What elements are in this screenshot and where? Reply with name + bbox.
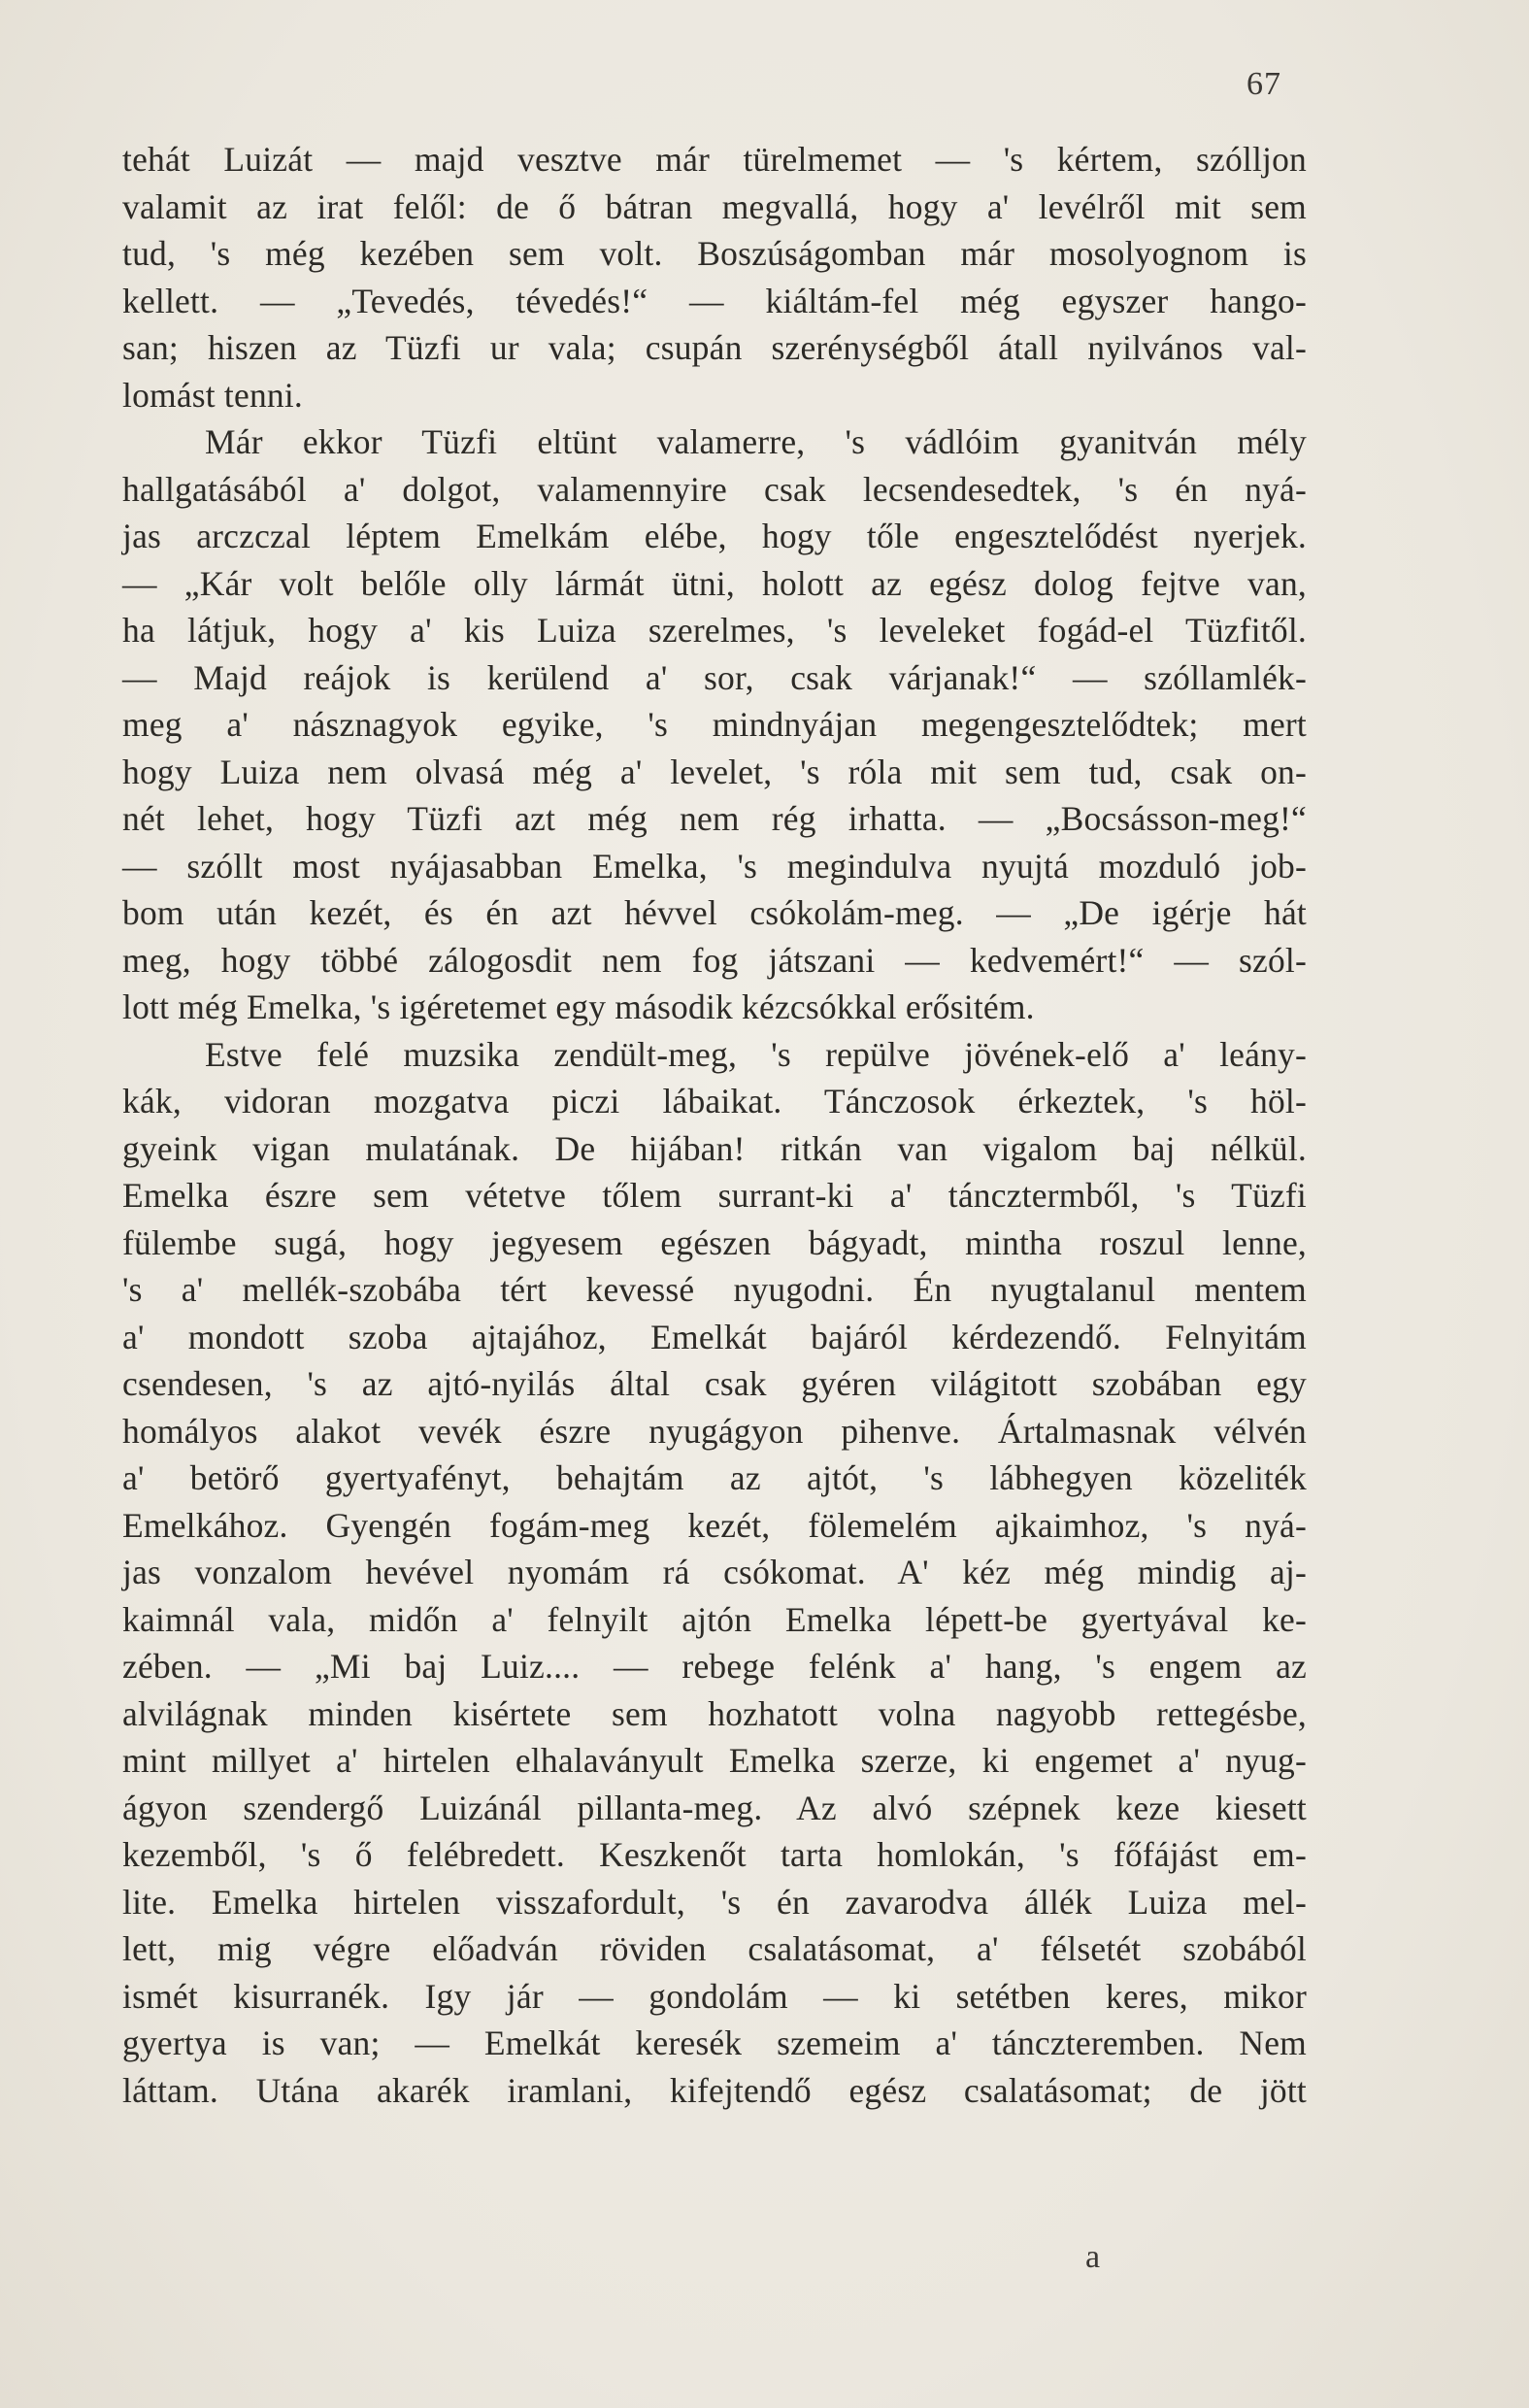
- text-line: ismét kisurranék. Igy jár — gondolám — ki setétben keres, mikor: [122, 1976, 1307, 2016]
- text-line: csendesen, 's az ajtó-nyilás által csak gyéren világitott szobában egy: [122, 1364, 1307, 1403]
- text-line: — „Kár volt belőle olly lármát ütni, holott az egész dolog fejtve van,: [122, 563, 1307, 603]
- text-line: ha látjuk, hogy a' kis Luiza szerelmes, 's leveleket fogád-el Tüzfitől.: [122, 611, 1307, 650]
- text-line: gyeink vigan mulatának. De hijában! ritkán van vigalom baj nélkül.: [122, 1128, 1307, 1168]
- page-number: 67: [1246, 66, 1281, 102]
- body-text: [122, 136, 1307, 2114]
- text-line: homályos alakot vevék észre nyugágyon pihenve. Ártalmasnak vélvén: [122, 1411, 1307, 1451]
- text-line: jas vonzalom hevével nyomám rá csókomat. A' kéz még mindig aj-: [122, 1553, 1307, 1591]
- paragraph-start-line: Már ekkor Tüzfi eltünt valamerre, 's vádlóim gyanitván mély: [205, 422, 1307, 461]
- text-line: lott még Emelka, 's igéretemet egy második kézcsókkal erősitém.: [122, 987, 1035, 1026]
- text-line: alvilágnak minden kisértete sem hozhatott volna nagyobb rettegésbe,: [122, 1693, 1307, 1733]
- text-line: 's a' mellék-szobába tért kevessé nyugodni. Én nyugtalanul mentem: [122, 1270, 1307, 1309]
- text-line: meg, hogy többé zálogosdit nem fog játszani — kedvemért!“ — szól-: [122, 940, 1307, 980]
- text-line: kellett. — „Tevedés, tévedés!“ — kiáltám-fel még egyszer hango-: [122, 281, 1307, 320]
- text-line: hogy Luiza nem olvasá még a' levelet, 's róla mit sem tud, csak on-: [122, 752, 1307, 791]
- text-line: tud, 's még kezében sem volt. Boszúságomban már mosolyognom is: [122, 234, 1307, 273]
- text-line: hallgatásából a' dolgot, valamennyire csak lecsendesedtek, 's én nyá-: [122, 469, 1307, 509]
- text-line: gyertya is van; — Emelkát keresék szemeim a' tánczteremben. Nem: [122, 2023, 1307, 2062]
- text-line: tehát Luizát — majd vesztve már türelmemet — 's kértem, szólljon: [122, 140, 1307, 179]
- text-line: — szóllt most nyájasabban Emelka, 's megindulva nyujtá mozduló job-: [122, 846, 1307, 886]
- text-line: Emelka észre sem vétetve tőlem surrant-ki a' táncztermből, 's Tüzfi: [122, 1176, 1307, 1215]
- text-line: nét lehet, hogy Tüzfi azt még nem rég irhatta. — „Bocsásson-meg!“: [122, 799, 1307, 838]
- text-line: jas arczczal léptem Emelkám elébe, hogy tőle engesztelődést nyerjek.: [122, 517, 1307, 555]
- text-line: bom után kezét, és én azt hévvel csókolám-meg. — „De igérje hát: [122, 893, 1307, 932]
- text-line: lomást tenni.: [122, 375, 303, 415]
- catchword: a: [1085, 2239, 1101, 2275]
- text-line: mint millyet a' hirtelen elhalaványult Emelka szerze, ki engemet a' nyug-: [122, 1741, 1307, 1780]
- paragraph-start-line: Estve felé muzsika zendült-meg, 's repülve jövének-elő a' leány-: [205, 1034, 1307, 1074]
- text-line: fülembe sugá, hogy jegyesem egészen bágyadt, mintha roszul lenne,: [122, 1222, 1307, 1262]
- text-line: a' betörő gyertyafényt, behajtám az ajtót, 's lábhegyen közeliték: [122, 1458, 1307, 1497]
- text-line: a' mondott szoba ajtajához, Emelkát bajáról kérdezendő. Felnyitám: [122, 1317, 1307, 1356]
- text-line: lite. Emelka hirtelen visszafordult, 's én zavarodva állék Luiza mel-: [122, 1882, 1307, 1922]
- text-line: Emelkához. Gyengén fogám-meg kezét, fölemelém ajkaimhoz, 's nyá-: [122, 1505, 1307, 1545]
- text-line: lett, mig végre előadván röviden csalatásomat, a' félsetét szobából: [122, 1929, 1307, 1968]
- text-line: ágyon szendergő Luizánál pillanta-meg. Az alvó szépnek keze kiesett: [122, 1788, 1307, 1827]
- text-line: kezemből, 's ő felébredett. Keszkenőt tarta homlokán, 's főfájást em-: [122, 1835, 1307, 1874]
- text-line: kák, vidoran mozgatva piczi lábaikat. Tánczosok érkeztek, 's höl-: [122, 1082, 1307, 1120]
- text-line: meg a' násznagyok egyike, 's mindnyájan megengesztelődtek; mert: [122, 705, 1307, 744]
- text-line: — Majd reájok is kerülend a' sor, csak várjanak!“ — szóllamlék-: [122, 657, 1307, 697]
- text-line: kaimnál vala, midőn a' felnyilt ajtón Emelka lépett-be gyertyával ke-: [122, 1599, 1307, 1639]
- text-line: láttam. Utána akarék iramlani, kifejtendő egész csalatásomat; de jött: [122, 2070, 1307, 2110]
- text-line: san; hiszen az Tüzfi ur vala; csupán szerénységből átall nyilvános val-: [122, 328, 1307, 367]
- text-line: zében. — „Mi baj Luiz.... — rebege felénk a' hang, 's engem az: [122, 1647, 1307, 1686]
- text-line: valamit az irat felől: de ő bátran megvallá, hogy a' levélről mit sem: [122, 186, 1307, 226]
